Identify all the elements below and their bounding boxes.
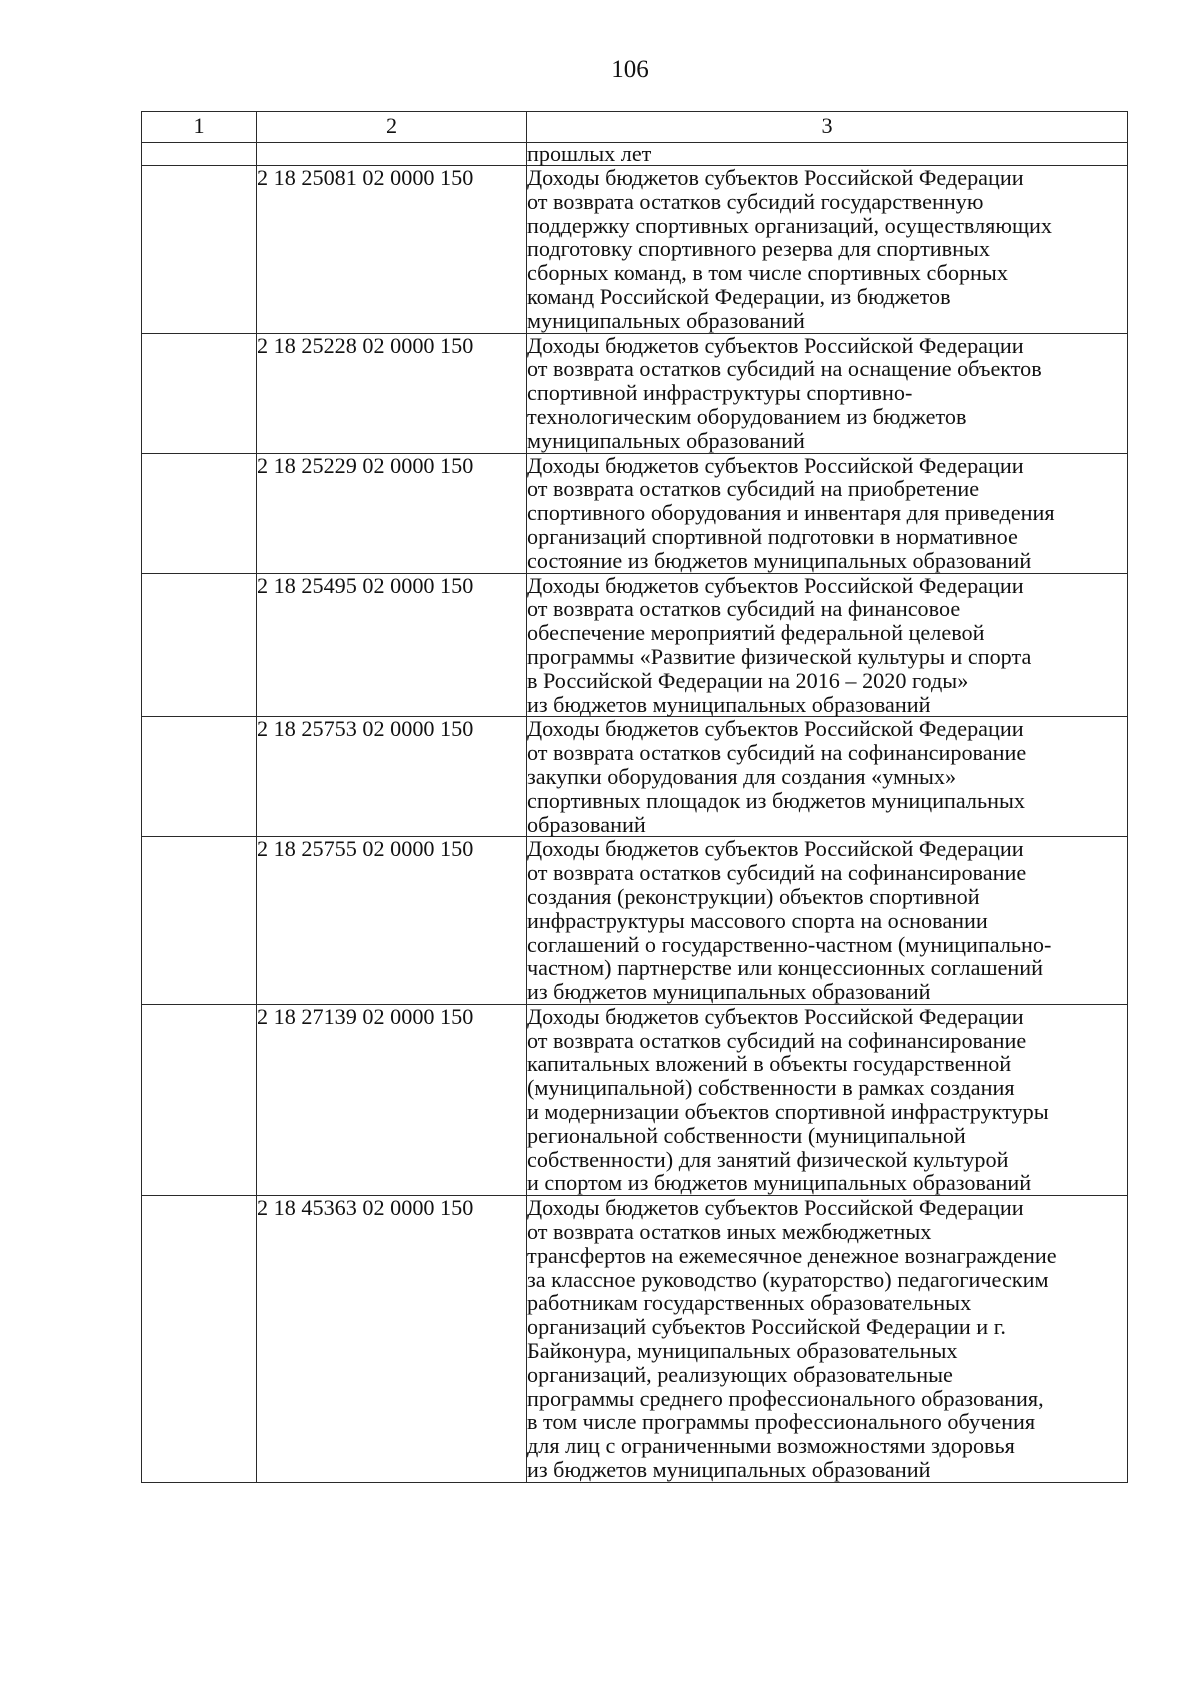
- column-header-2: 2: [257, 112, 527, 143]
- column-header-1: 1: [142, 112, 257, 143]
- row-number-cell: [142, 453, 257, 573]
- table-row: [142, 717, 1128, 837]
- description-cell: [527, 333, 1128, 453]
- row-number-cell: [142, 717, 257, 837]
- description-cell: [527, 453, 1128, 573]
- description-line: спортивного оборудования и инвентаря для приведения: [527, 500, 1055, 526]
- description-line: от возврата остатков субсидий на финансовое: [527, 596, 961, 622]
- description-line: поддержку спортивных организаций, осуществляющих: [527, 212, 1052, 238]
- description-line: Доходы бюджетов субъектов Российской Федерации: [527, 836, 1024, 862]
- description-line: и модернизации объектов спортивной инфраструктуры: [527, 1099, 1049, 1125]
- table-body: [142, 143, 1128, 1483]
- description-line: инфраструктуры массового спорта на основании: [527, 907, 988, 933]
- description-line: Доходы бюджетов субъектов Российской Федерации: [527, 165, 1024, 190]
- description-line: Доходы бюджетов субъектов Российской Федерации: [527, 452, 1024, 478]
- revenue-codes-table: [141, 111, 1128, 1483]
- table-row: [142, 333, 1128, 453]
- description-line: за классное руководство (кураторство) педагогическим: [527, 1266, 1049, 1292]
- budget-code-cell: 2 18 25495 02 0000 150: [257, 573, 527, 717]
- description-line: организаций, реализующих образовательные: [527, 1361, 953, 1387]
- description-line: закупки оборудования для создания «умных»: [527, 763, 957, 789]
- description-line: от возврата остатков субсидий государственную: [527, 188, 984, 214]
- description-line: Байконура, муниципальных образовательных: [527, 1338, 958, 1364]
- table-row: [142, 573, 1128, 717]
- description-line: от возврата остатков субсидий на софинансирование: [527, 740, 1027, 766]
- description-line: от возврата остатков субсидий на приобретение: [527, 476, 980, 502]
- description-line: команд Российской Федерации, из бюджетов: [527, 283, 951, 309]
- budget-code-cell: 2 18 25081 02 0000 150: [257, 166, 527, 334]
- row-number-cell: [142, 837, 257, 1005]
- table-row: [142, 453, 1128, 573]
- description-line: Доходы бюджетов субъектов Российской Федерации: [527, 1195, 1024, 1221]
- description-line: трансфертов на ежемесячное денежное вознаграждение: [527, 1242, 1057, 1268]
- description-line: из бюджетов муниципальных образований: [527, 979, 931, 1005]
- description-line: собственности) для занятий физической культурой: [527, 1146, 1009, 1172]
- description-line: программы «Развитие физической культуры и спорта: [527, 643, 1032, 669]
- budget-code-cell: 2 18 27139 02 0000 150: [257, 1004, 527, 1195]
- description-cell: [527, 717, 1128, 837]
- description-line: Доходы бюджетов субъектов Российской Федерации: [527, 1003, 1024, 1029]
- description-line: спортивной инфраструктуры спортивно-: [527, 380, 913, 406]
- description-line: и спортом из бюджетов муниципальных образований: [527, 1170, 1032, 1196]
- description-line: обеспечение мероприятий федеральной целевой: [527, 620, 985, 646]
- description-line: подготовку спортивного резерва для спортивных: [527, 236, 991, 262]
- description-line: технологическим оборудованием из бюджетов: [527, 403, 967, 429]
- description-line: Доходы бюджетов субъектов Российской Федерации: [527, 332, 1024, 358]
- table-row: [142, 166, 1128, 334]
- description-line: Доходы бюджетов субъектов Российской Федерации: [527, 716, 1024, 742]
- description-cell: [527, 573, 1128, 717]
- row-number-cell: [142, 1004, 257, 1195]
- description-line: для лиц с ограниченными возможностями здоровья: [527, 1433, 1015, 1459]
- table-row: [142, 837, 1128, 1005]
- description-line: спортивных площадок из бюджетов муниципальных: [527, 787, 1025, 813]
- continuation-text: [527, 143, 1128, 166]
- header-row: [142, 112, 1128, 143]
- budget-code-cell: 2 18 25755 02 0000 150: [257, 837, 527, 1005]
- continuation-row: [142, 143, 1128, 166]
- table-row: [142, 1004, 1128, 1195]
- description-line: частном) партнерстве или концессионных соглашений: [527, 955, 1043, 981]
- description-line: (муниципальной) собственности в рамках создания: [527, 1075, 1015, 1101]
- description-line: региональной собственности (муниципальной: [527, 1122, 966, 1148]
- description-line: организаций субъектов Российской Федерации и г.: [527, 1314, 1006, 1340]
- description-line: сборных команд, в том числе спортивных сборных: [527, 260, 1008, 286]
- description-line: муниципальных образований: [527, 427, 805, 453]
- description-line: от возврата остатков субсидий на софинансирование: [527, 1027, 1027, 1053]
- description-line: в Российской Федерации на 2016 – 2020 годы»: [527, 667, 969, 693]
- column-header-3: 3: [527, 112, 1128, 143]
- budget-code-cell: 2 18 25229 02 0000 150: [257, 453, 527, 573]
- description-line: из бюджетов муниципальных образований: [527, 1457, 931, 1483]
- description-line: из бюджетов муниципальных образований: [527, 691, 931, 717]
- budget-code-cell: 2 18 25228 02 0000 150: [257, 333, 527, 453]
- description-cell: [527, 1196, 1128, 1483]
- row-number-cell: [142, 573, 257, 717]
- row-number-cell: [142, 1196, 257, 1483]
- description-line: состояние из бюджетов муниципальных образований: [527, 547, 1032, 573]
- continuation-col1: [142, 143, 257, 166]
- continuation-col2: [257, 143, 527, 166]
- description-cell: [527, 166, 1128, 334]
- row-number-cell: [142, 333, 257, 453]
- description-line: капитальных вложений в объекты государственной: [527, 1051, 1012, 1077]
- description-line: Доходы бюджетов субъектов Российской Федерации: [527, 572, 1024, 598]
- description-line: муниципальных образований: [527, 307, 805, 333]
- budget-code-cell: 2 18 25753 02 0000 150: [257, 717, 527, 837]
- page-number: 106: [611, 56, 649, 83]
- description-line: от возврата остатков иных межбюджетных: [527, 1219, 932, 1245]
- continuation-line: прошлых лет: [527, 141, 652, 166]
- table-row: [142, 1196, 1128, 1483]
- description-line: программы среднего профессионального образования,: [527, 1385, 1044, 1411]
- description-line: создания (реконструкции) объектов спортивной: [527, 883, 980, 909]
- budget-code-cell: 2 18 45363 02 0000 150: [257, 1196, 527, 1483]
- description-line: в том числе программы профессионального обучения: [527, 1409, 1036, 1435]
- description-line: от возврата остатков субсидий на софинансирование: [527, 860, 1027, 886]
- description-line: соглашений о государственно-частном (муниципально-: [527, 931, 1052, 957]
- description-line: от возврата остатков субсидий на оснащение объектов: [527, 356, 1042, 382]
- description-line: работникам государственных образовательных: [527, 1290, 972, 1316]
- description-cell: [527, 837, 1128, 1005]
- description-cell: [527, 1004, 1128, 1195]
- row-number-cell: [142, 166, 257, 334]
- table-header: [142, 112, 1128, 143]
- description-line: организаций спортивной подготовки в нормативное: [527, 523, 1018, 549]
- description-line: образований: [527, 811, 646, 837]
